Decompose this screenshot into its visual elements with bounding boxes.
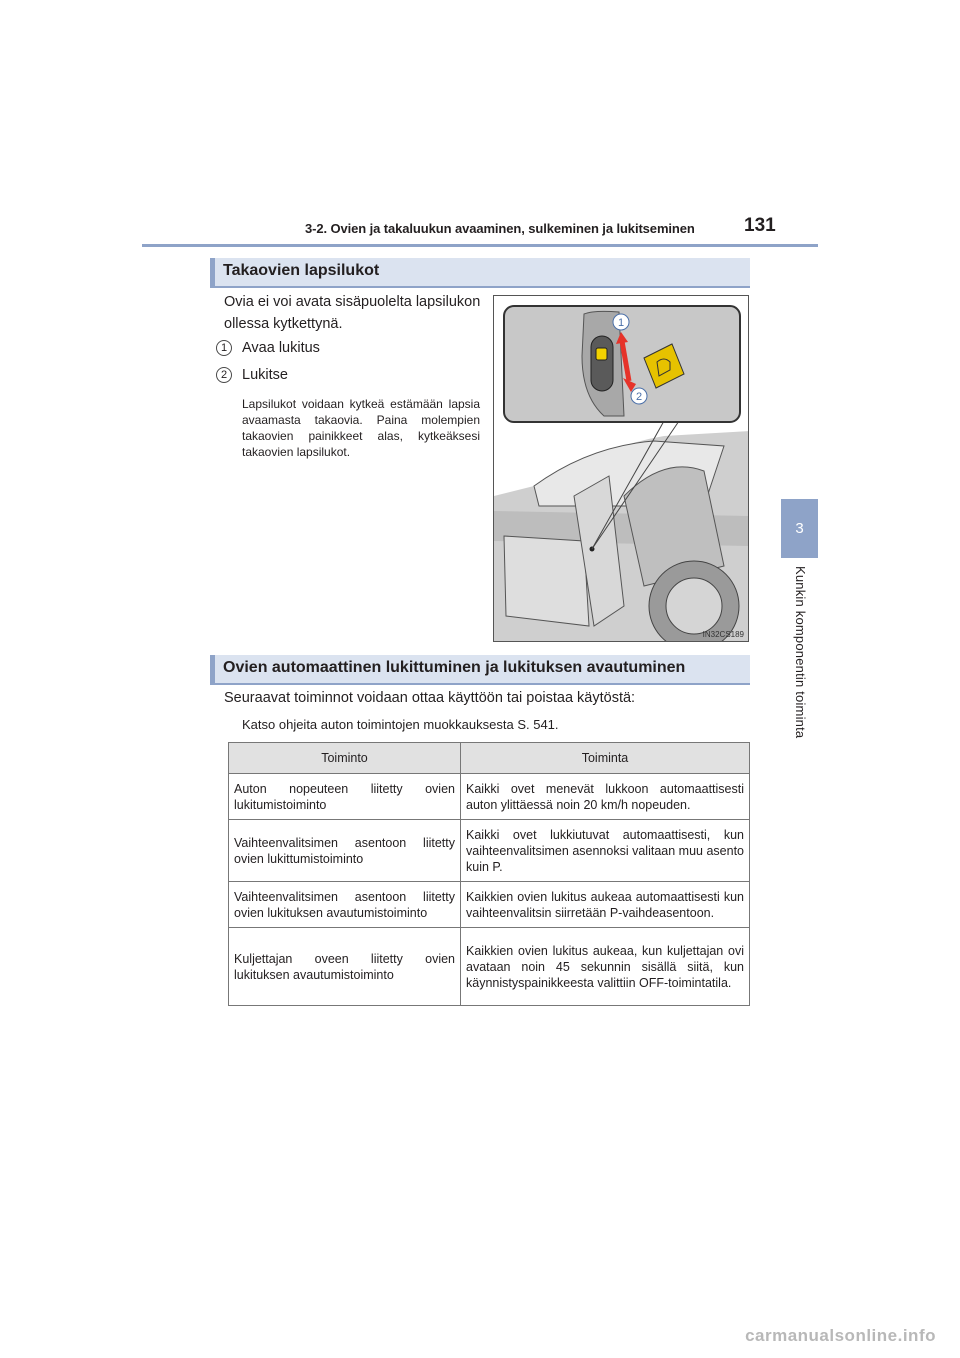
function-table xyxy=(228,742,750,1006)
step-number-icon: 1 xyxy=(216,340,232,356)
illustration-code: IN32CS189 xyxy=(702,630,744,639)
section-heading-child-locks xyxy=(210,258,750,288)
table-row xyxy=(229,820,750,882)
chapter-header: 3-2. Ovien ja takaluukun avaaminen, sulkeminen ja lukitseminen xyxy=(305,221,695,236)
auto-lock-intro: Seuraavat toiminnot voidaan ottaa käyttöön tai poistaa käytöstä: xyxy=(224,690,636,706)
table-cell: Kaikkien ovien lukitus aukeaa, kun kuljettajan ovi avataan noin 45 sekunnin sisällä siitä, kun käynnistyspainikkeesta valittiin OFF-toimintatila. xyxy=(461,928,750,1006)
customization-reference: Katso ohjeita auton toimintojen muokkauksesta S. 541. xyxy=(242,717,559,732)
table-row xyxy=(229,882,750,928)
child-lock-illustration xyxy=(493,295,749,642)
callout-1: 1 xyxy=(617,317,625,329)
table-cell: Auton nopeuteen liitetty ovien lukitumistoiminto xyxy=(229,774,461,820)
header-rule xyxy=(142,244,818,247)
step-label: Lukitse xyxy=(242,367,288,383)
step-unlock xyxy=(216,340,320,356)
table-cell: Kuljettajan oveen liitetty ovien lukituksen avautumistoiminto xyxy=(229,928,461,1006)
step-number-icon: 2 xyxy=(216,367,232,383)
chapter-side-label: Kunkin komponentin toiminta xyxy=(793,566,808,739)
section-heading-auto-locking xyxy=(210,655,750,685)
column-header-function: Toiminto xyxy=(229,743,461,774)
intro-paragraph: Ovia ei voi avata sisäpuolelta lapsilukon ollessa kytkettynä. xyxy=(224,294,481,332)
table-cell: Kaikki ovet menevät lukkoon automaattisesti auton ylittäessä noin 20 km/h nopeuden. xyxy=(461,774,750,820)
table-cell: Vaihteenvalitsimen asentoon liitetty ovien lukituksen avautumistoiminto xyxy=(229,882,461,928)
table-cell: Kaikkien ovien lukitus aukeaa automaattisesti kun vaihteenvalitsin siirretään P-vaihdeasentoon. xyxy=(461,882,750,928)
car-door-drawing xyxy=(494,296,749,642)
page-number: 131 xyxy=(744,215,776,236)
chapter-tab: 3 xyxy=(781,499,818,558)
step-label: Avaa lukitus xyxy=(242,340,320,356)
step-lock xyxy=(216,367,288,383)
table-cell: Vaihteenvalitsimen asentoon liitetty ovien lukittumistoiminto xyxy=(229,820,461,882)
watermark: carmanualsonline.info xyxy=(745,1326,936,1345)
table-row xyxy=(229,774,750,820)
child-lock-note: Lapsilukot voidaan kytkeä estämään lapsia avaamasta takaovia. Paina molempien takaovien painikkeet alas, kytkeäksesi takaovien lapsilukot. xyxy=(242,397,480,459)
section-title: Ovien automaattinen lukittuminen ja lukituksen avautuminen xyxy=(223,659,686,676)
table-cell: Kaikki ovet lukkiutuvat automaattisesti, kun vaihteenvalitsimen asennoksi valitaan muu asento kuin P. xyxy=(461,820,750,882)
table-header-row xyxy=(229,743,750,774)
callout-2: 2 xyxy=(635,391,643,403)
table-row xyxy=(229,928,750,1006)
section-title: Takaovien lapsilukot xyxy=(223,262,380,279)
column-header-operation: Toiminta xyxy=(461,743,750,774)
